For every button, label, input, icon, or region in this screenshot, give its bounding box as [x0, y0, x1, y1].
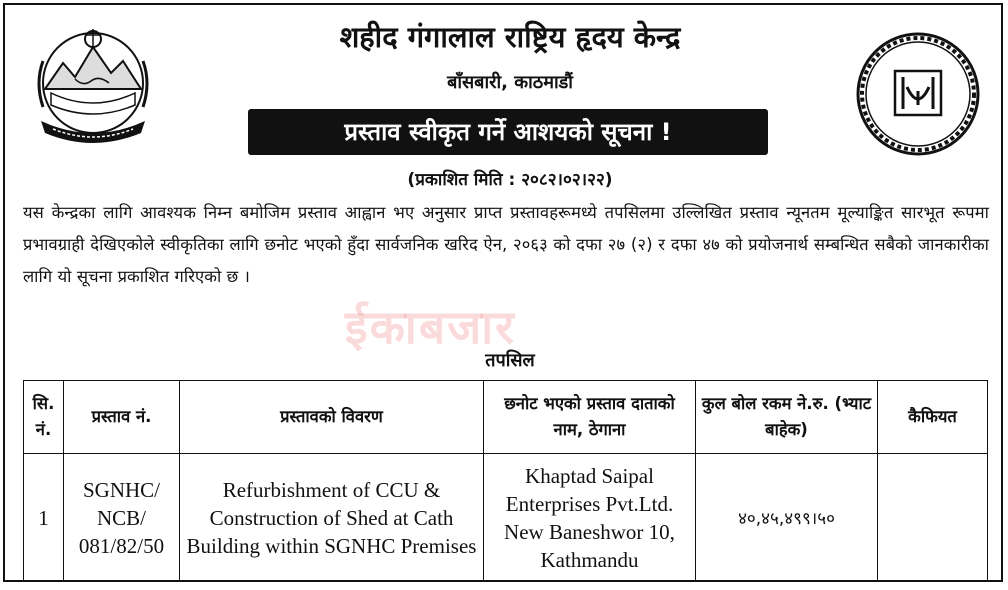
column-header-bidder: छनोट भएको प्रस्ताव दाताको नाम, ठेगाना: [484, 381, 696, 454]
table-header-row: [24, 381, 988, 454]
notice-paragraph: यस केन्द्रका लागि आवश्यक निम्न बमोजिम प्रस्ताव आह्वान भए अनुसार प्राप्त प्रस्तावहरूमध्ये तपसिलमा उल्लिखित प्रस्ताव न्यूनतम मूल्याङ्कित सारभूत रूपमा प्रभावग्राही देखिएकोले स्वीकृतिका लागि छनोट भएको हुँदा सार्वजनिक खरिद ऐन, २०६३ को दफा २७ (२) र दफा ४७ को प्रयोजनार्थ सम्बन्धित सबैको जानकारीका लागि यो सूचना प्रकाशित गरिएको छ ।: [23, 203, 989, 286]
cell-proposal-no: SGNHC/ NCB/ 081/82/50: [64, 454, 180, 582]
column-header-remarks: कैफियत: [878, 381, 988, 454]
nepal-emblem-icon: [23, 21, 163, 151]
notice-banner: प्रस्ताव स्वीकृत गर्ने आशयको सूचना !: [248, 109, 768, 155]
schedule-heading: तपसिल: [485, 350, 535, 371]
award-table: [23, 380, 988, 582]
table-row: [24, 454, 988, 582]
cell-description: Refurbishment of CCU & Construction of Shed at Cath Building within SGNHC Premises: [180, 454, 484, 582]
column-header-amount: कुल बोल रकम ने.रु. (भ्याट बाहेक): [696, 381, 878, 454]
organization-title: शहीद गंगालाल राष्ट्रिय हृदय केन्द्र: [339, 20, 681, 54]
column-header-description: प्रस्तावको विवरण: [180, 381, 484, 454]
cell-remarks: [878, 454, 988, 582]
column-header-sn: सि. नं.: [24, 381, 64, 454]
column-header-proposal-no: प्रस्ताव नं.: [64, 381, 180, 454]
notice-page: [3, 3, 1003, 582]
cell-bidder: Khaptad Saipal Enterprises Pvt.Ltd. New Baneshwor 10, Kathmandu: [484, 454, 696, 582]
watermark-text: ईकाबजार: [345, 300, 516, 354]
publication-date: (प्रकाशित मिति : २०८२।०२।२२): [407, 170, 613, 190]
hospital-seal-icon: [855, 31, 981, 157]
cell-amount: ४०,४५,४९९।५०: [696, 454, 878, 582]
cell-sn: 1: [24, 454, 64, 582]
organization-address: बाँसबारी, काठमाडौं: [447, 72, 573, 93]
